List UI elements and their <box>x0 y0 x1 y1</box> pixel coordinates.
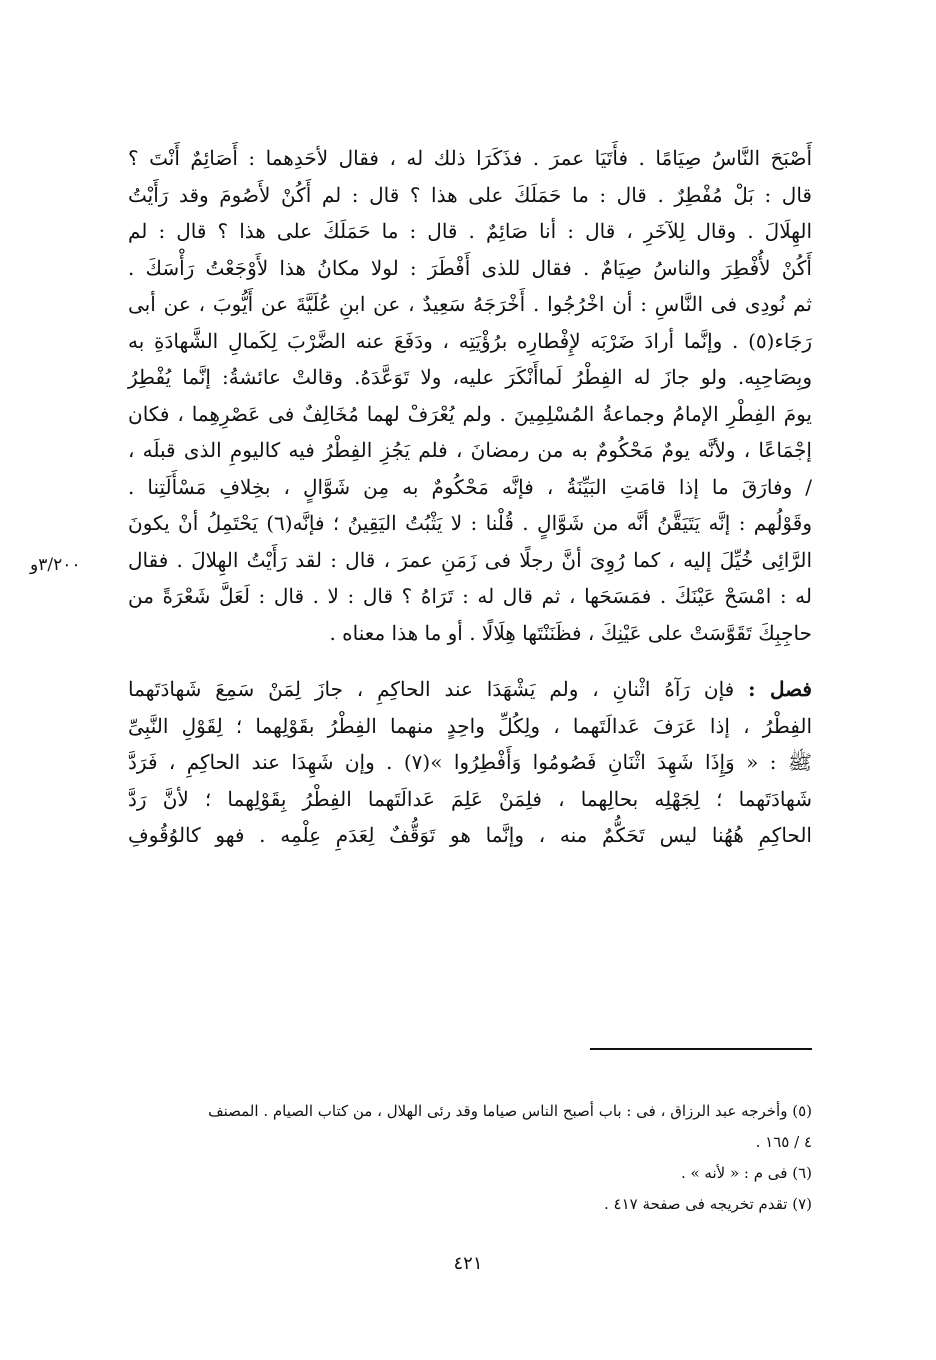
footnote-7: (٧) تقدم تخريجه فى صفحة ٤١٧ . <box>603 1195 812 1213</box>
text-line: له : امْسَحْ عَيْنَكَ . فمَسَحَها ، ثم قال له : تَرَاهُ ؟ قال : لا . قال : لَعَلَّ شَعْرَةً من <box>128 584 812 608</box>
footnotes <box>128 1096 812 1220</box>
footnote-6: (٦) فى م : « لأنه » . <box>680 1164 812 1182</box>
text-line: ﷺ : « وَإِذَا شَهِدَ اثْنَانِ فَصُومُوا وَأَفْطِرُوا »(٧) . وإن شَهِدَا عند الحاكِمِ ، فَرَدَّ <box>128 750 812 774</box>
paragraph-gap <box>128 651 812 671</box>
text-line: إجْمَاعًا ، ولأنَّه يومٌ مَحْكُومٌ به من رمضانَ ، فلم يَجُزِ الفِطْرُ فيه كاليومِ الذى قبلَه ، <box>128 438 812 462</box>
text-line: رَجَاء(٥) . وإنَّما أرادَ ضَرْبَه لإِفْطارِه برُؤْيَتِه ، ودَفَعَ عنه الضَّرْبَ لِكَمالِ الشَّهادَةِ به <box>128 328 812 353</box>
text-line: وقَوْلُهم : إنَّه يَتَيَقَّنُ أنَّه من شَوَّالٍ . قُلْنا : لا يَثْبُتُ اليَقِينُ ؛ فإنَّه(٦) يَحْتَمِلُ أنْ يكونَ <box>128 511 812 535</box>
text-line: وبِصَاحِبِه. ولو جازَ له الفِطْرُ لَماأَنْكَرَ عليه، ولا تَوَعَّدَهُ. وقالتْ عائشةُ: إنَّما يُفْطِرُ <box>128 365 812 389</box>
footnote-5: (٥) وأخرجه عبد الرزاق ، فى : باب أصبح الناس صياما وقد رئى الهلال ، من كتاب الصيام . المصنف <box>208 1102 812 1120</box>
text-line: أَكُنْ لأُفْطِرَ والناسُ صِيَامٌ . فقال للذى أَفْطَرَ : لولا مكانُ هذا لأَوْجَعْتُ رَأْسَكَ . <box>128 255 812 280</box>
text-line-first <box>128 671 812 708</box>
text-line: حاجِبِكَ تَقَوَّسَتْ على عَيْنِكَ ، فظَنَنْتَها هِلَالًا . أو ما هذا معناه . <box>329 620 812 645</box>
text-line: الهِلَالَ . وقال لِلآخَرِ ، قال : أنا صَائِمٌ . قال : ما حَمَلَكَ على هذا ؟ قال : لم <box>128 219 812 243</box>
margin-folio-reference: ٣/٢٠٠و <box>30 555 81 575</box>
page-number: ٤٢١ <box>453 1253 483 1274</box>
fasl-heading: فصل : <box>748 677 812 701</box>
text-line: أَصْبَحَ النَّاسُ صِيَامًا . فأَتَيَا عمرَ . فذَكَرَا ذلك له ، فقال لأحَدِهما : أَصَائِمٌ أَنْتَ ؟ <box>128 146 812 170</box>
main-text <box>128 140 812 854</box>
text-line: شَهادَتَهما ؛ لِجَهْلِه بحالِهما ، فلِمَنْ عَلِمَ عَدالَتَهما الفِطْرُ بِقَوْلِهما ؛ لأنَّ رَدَّ <box>128 786 812 811</box>
footnote-separator <box>590 1048 812 1050</box>
text-line: ثم نُودِى فى النَّاسِ : أن اخْرُجُوا . أَخْرَجَهُ سَعِيدٌ ، عن ابنِ عُلَيَّةَ عن أَيُّوبَ ، عن أبى <box>128 292 812 316</box>
text-line: الحاكِمِ هُهُنا ليس تَحَكُّمٌ منه ، وإنَّما هو تَوَقُّفٌ لِعَدَمِ عِلْمِه . فهو كالوُقُوفِ <box>128 823 812 847</box>
footnote-5-continuation: ٤ / ١٦٥ . <box>755 1133 812 1151</box>
paragraph-2 <box>128 671 812 854</box>
text-line: / وفارَقَ ما إذا قامَتِ البَيِّنَةُ ، فإنَّه مَحْكُومٌ به مِن شَوَّالٍ ، بخِلافِ مَسْأَلَتِنا . <box>128 474 812 499</box>
text-line: الرَّائِى خُيِّلَ إليه ، كما رُوِىَ أنَّ رجلًا فى زَمَنِ عمرَ ، قال : لقد رَأَيْتُ الهِلالَ . فقال <box>128 547 812 572</box>
text-line: قال : بَلْ مُفْطِرٌ . قال : ما حَمَلَكَ على هذا ؟ قال : لم أَكُنْ لأَصُومَ وقد رَأَيْتُ <box>128 182 812 207</box>
paragraph-1 <box>128 140 812 651</box>
text-line: الفِطْرُ ، إذا عَرَفَ عَدالَتَهما ، ولِكُلِّ واحِدٍ منهما الفِطْرُ بقَوْلِهما ؛ لِقَوْلِ النَّبِىِّ <box>128 713 812 738</box>
text-line-remainder: فإن رَآهُ اثْنانِ ، ولم يَشْهَدَا عند الحاكِمِ ، جازَ لِمَنْ سَمِعَ شَهادَتَهما <box>128 677 749 701</box>
text-line: يومَ الفِطْرِ الإمامُ وجماعةُ المُسْلِمِينَ . ولم يُعْرَفْ لهما مُخَالِفٌ فى عَصْرِهِما ، فكان <box>128 401 812 426</box>
